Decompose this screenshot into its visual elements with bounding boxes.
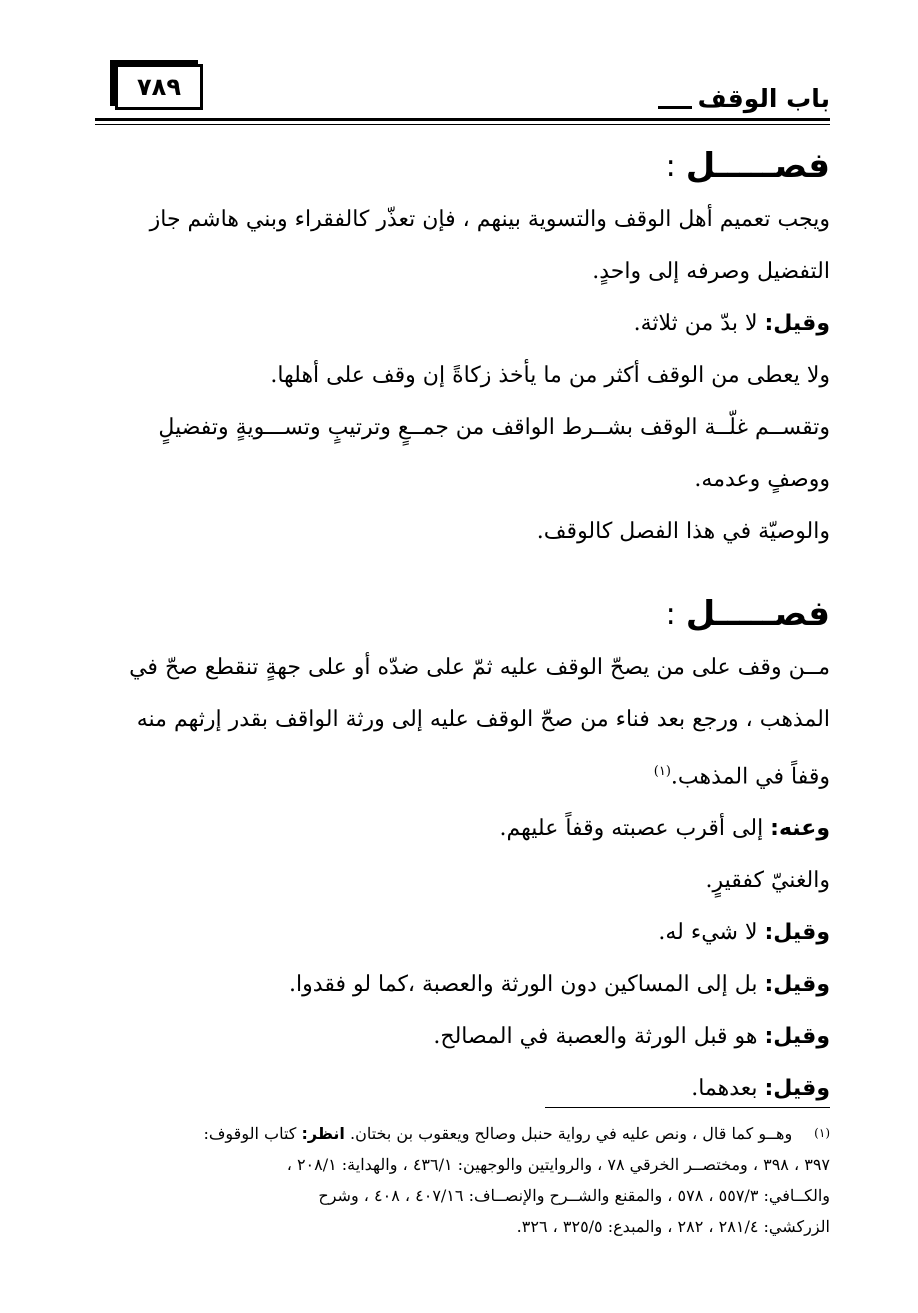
paragraph-text: لا بدّ من ثلاثة. — [633, 311, 765, 336]
paragraph-line: التفضيل وصرفه إلى واحدٍ. — [592, 259, 830, 284]
chapter-title — [658, 84, 830, 113]
item-text: والغنيّ كفقيرٍ. — [705, 868, 830, 894]
paragraph-line: مــن وقف على من يصحّ الوقف عليه ثمّ على ضدّه أو على جهةٍ تنقطع صحّ في — [129, 655, 830, 680]
list-item — [95, 855, 830, 907]
header-rule-thin — [95, 124, 830, 125]
footnote-see-label: انظر: — [301, 1124, 345, 1143]
footnote-line: والكــافي: ٥٥٧/٣ ، ٥٧٨ ، والمقنع والشــرح والإنصــاف: ٤٠٧/١٦ ، ٤٠٨ ، وشرح — [318, 1186, 830, 1205]
paragraph: ولا يعطى من الوقف أكثر من ما يأخذ زكاةً إن وقف على أهلها. — [270, 363, 830, 388]
chapter-title-text: باب الوقف — [697, 84, 830, 113]
paragraph — [95, 298, 830, 350]
footnote-text: وهــو كما قال ، ونص عليه في رواية حنبل وصالح ويعقوب بن بختان. — [350, 1124, 793, 1143]
lead-word: وقيل: — [764, 1024, 830, 1050]
lead-word: وقيل: — [764, 920, 830, 946]
section-heading — [95, 138, 830, 194]
section-heading — [95, 586, 830, 642]
page-header — [95, 60, 830, 132]
item-text: بعدهما. — [691, 1076, 765, 1102]
paragraph-line — [95, 746, 830, 803]
header-rule-thick — [95, 118, 830, 121]
list-item — [95, 803, 830, 855]
paragraph-line: ووصفٍ وعدمه. — [694, 467, 830, 492]
paragraph-line: وتقســم غلّــة الوقف بشــرط الواقف من جمــعٍ وترتيبٍ وتســـويةٍ وتفضيلٍ — [158, 415, 830, 440]
item-text: بل إلى المساكين دون الورثة والعصبة ،كما لو فقدوا. — [289, 972, 765, 998]
heading-colon: : — [665, 596, 676, 632]
footnote-line: ٣٩٧ ، ٣٩٨ ، ومختصــر الخرقي ٧٨ ، والروايتين والوجهين: ٤٣٦/١ ، والهداية: ٢٠٨/١ ، — [286, 1155, 830, 1174]
lead-word: وقيل: — [764, 1076, 830, 1102]
item-text: لا شيء له. — [658, 920, 765, 946]
section-heading-text: فصـــــل — [685, 594, 830, 634]
lead-word: وعنه: — [770, 816, 830, 842]
footnote-number: (١) — [814, 1126, 830, 1140]
heading-colon: : — [665, 148, 676, 184]
lead-word: وقيل: — [764, 972, 830, 998]
footnote-text: كتاب الوقوف: — [203, 1124, 302, 1143]
list-item — [95, 907, 830, 959]
page-number-box — [115, 64, 203, 110]
section-gap — [95, 558, 830, 586]
paragraph-line: المذهب ، ورجع بعد فناء من صحّ الوقف عليه إلى ورثة الواقف بقدر إرثهم منه — [136, 707, 830, 732]
footnote — [95, 1118, 830, 1242]
lead-word: وقيل: — [764, 311, 830, 336]
paragraph-text: وقفاً في المذهب. — [670, 764, 830, 790]
paragraph-line: ويجب تعميم أهل الوقف والتسوية بينهم ، فإن تعذّر كالفقراء وبني هاشم جاز — [149, 207, 830, 232]
page-number: ٧٨٩ — [137, 73, 181, 101]
item-text: هو قبل الورثة والعصبة في المصالح. — [433, 1024, 765, 1050]
footnote-line — [95, 1118, 830, 1149]
footnote-reference[interactable]: (١) — [653, 764, 671, 779]
list-item — [95, 959, 830, 1011]
main-text — [95, 138, 830, 1115]
footnote-line: الزركشي: ٢٨١/٤ ، ٢٨٢ ، والمبدع: ٣٢٥/٥ ، ٣٢٦. — [516, 1217, 830, 1236]
footnote-separator — [545, 1107, 830, 1108]
item-text: إلى أقرب عصبته وقفاً عليهم. — [499, 816, 771, 842]
paragraph: والوصيّة في هذا الفصل كالوقف. — [536, 519, 830, 544]
list-item — [95, 1011, 830, 1063]
section-heading-text: فصـــــل — [685, 146, 830, 186]
title-dash — [658, 106, 692, 109]
